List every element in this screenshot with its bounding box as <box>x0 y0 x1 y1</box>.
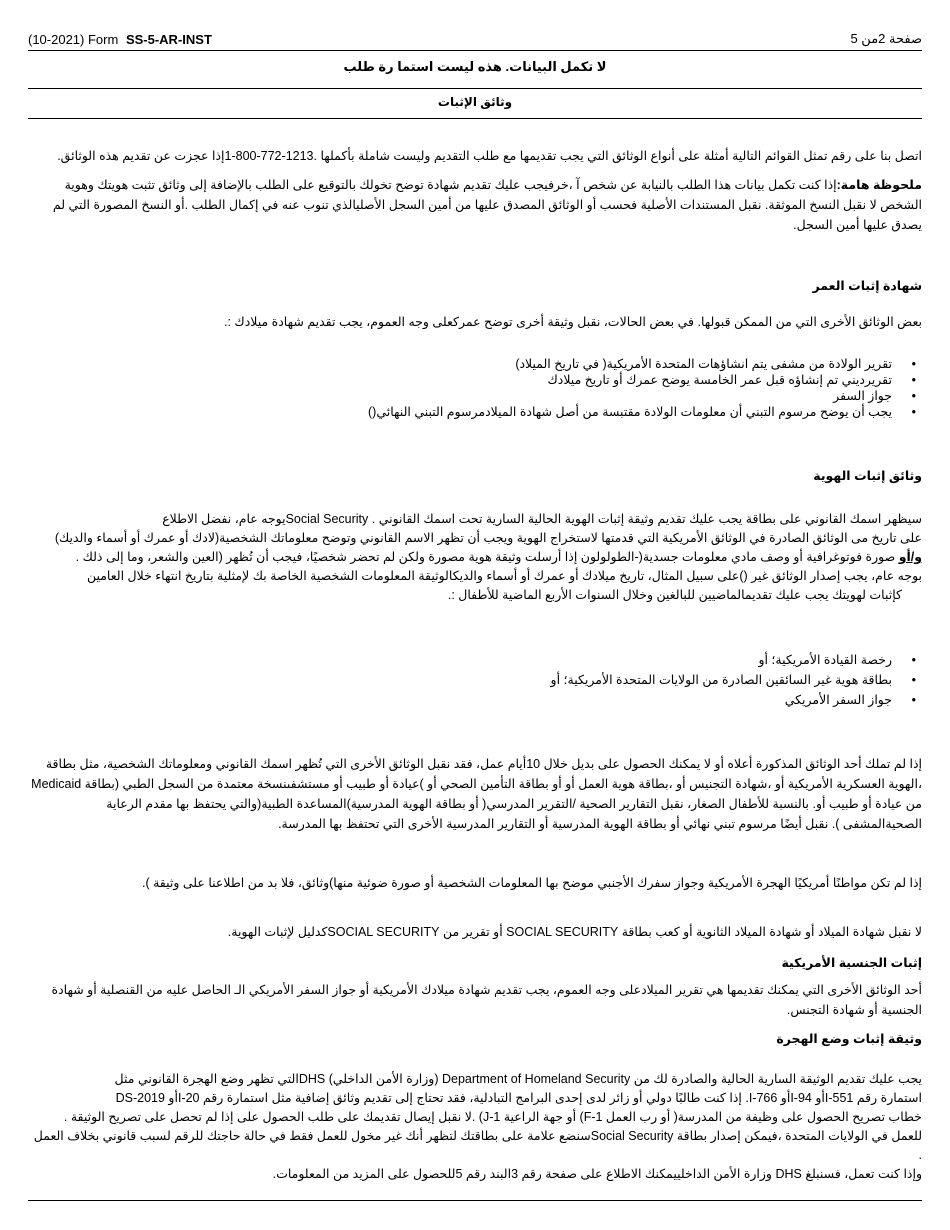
identity-heading: وثائق إثبات الهوية <box>813 469 922 483</box>
age-heading: شهادة إثبات العمر <box>812 279 922 293</box>
form-meta: (10-2021) Form <box>28 31 119 47</box>
immigration-line: يجب عليك تقديم الوثيقة السارية الحالية والصادرة لك من Department of Homeland Security (وزارة الأمن الداخلي) DHSالتي تظهر وضع الهجرة القانوني مثل <box>114 1072 922 1086</box>
list-item: • يجب أن يوضح مرسوم التبني أن معلومات الولادة مقتبسة من أصل شهادة الميلادمرسوم التبني النهائي() <box>28 404 892 420</box>
immigration-paragraph <box>28 1070 922 1184</box>
immigration-line: وإذا كنت تعمل، فسنبلغ DHS وزارة الأمن الداخلييمكنك الاطلاع على صفحة رقم 3البند رقم 5للحصول على المزيد من المعلومات. <box>272 1167 922 1181</box>
non-citizen-paragraph: إذا لم تكن مواطنًا أمريكيًا الهجرة الأمريكية وجواز سفرك الأجنبي موضح بها المعلومات الشخصية أو صورة ضوئية منها)وثائق، فلا بد من اطلاعنا على وثيقة ). <box>141 876 922 890</box>
identity-line-text: صورة فوتوغرافية أو وصف مادي معلومات جسدية(-الطولولون إذا أرسلت وثيقة هوية مصورة ولكن لم تحضر شخصيًا، فيجب أن تُظهر (العين والشعر، وما إلى ذلك . <box>75 550 899 564</box>
identity-paragraph <box>28 510 922 605</box>
age-documents-list <box>28 356 922 420</box>
important-note <box>28 175 922 235</box>
list-item: • جواز السفر الأمريكي <box>28 690 892 710</box>
and-or-label: و/أو <box>898 550 922 564</box>
list-item: • جواز السفر <box>28 388 892 404</box>
identity-line: كإثبات لهويتك يجب عليك تقديمالماضيين للبالغين وخلال السنوات الأربع الماضية للأطفال :. <box>447 588 902 602</box>
intro-paragraph: اتصل بنا على رقم تمثل القوائم التالية أمثلة على أنواع الوثائق التي يجب تقديمها مع طلب التقديم وليست شاملة بأكملها .1213-772-800-1إذا عجزت عن تقديم هذه الوثائق. <box>57 149 922 163</box>
immigration-line: للعمل في الولايات المتحدة ،فيمكن إصدار بطاقة Social Securityسنضع علامة على بطاقتك لتظهر أنك غير مخول للعمل فقط في حالة حاجتك للرقم لسبب قانوني بخلاف العمل . <box>33 1129 922 1162</box>
form-code: SS-5-AR-INST <box>125 31 212 47</box>
section-rule <box>28 118 922 119</box>
identity-documents-list <box>28 650 922 710</box>
identity-line: على تاريخ مى الوثائق الصادرة في الوثائق الأمريكية التي قدمتها لاستخراج الهوية ويجب أن تظهر الاسم القانوني وتوضح معلوماتك الشخصية(لادك أو عمرك أو أسماء والديك) <box>54 531 922 545</box>
list-item: • تقريرديني تم إنشاؤه قبل عمر الخامسة يوضح عمرك أو تاريخ ميلادك <box>28 372 892 388</box>
immigration-line: استمارة رقم 551-Iأو 94-Iأو 766-I. إذا كنت طالبًا دولي أو زائر لدى إحدى البرامج التبادلية، فقد تحتاج إلى تقديم وثائق إضافية مثل استمارة رقم 20-Iأو DS-2019 <box>115 1091 922 1105</box>
list-item: • تقرير الولادة من مشفى يتم انشاؤهات المتحدة الأمريكية( في تاريخ الميلاد) <box>28 356 892 372</box>
page-header <box>28 30 922 48</box>
note-label: ملحوظة هامة: <box>836 178 922 192</box>
citizenship-paragraph: أحد الوثائق الأخرى التي يمكنك تقديمها هي تقرير الميلادعلى وجه العموم، يجب تقديم شهادة ميلادك الأمريكية أو جواز السفر الأمريكي الـ الحاصل عليه من القنصلية أو شهادة الجنسية أو شهادة التجنس. <box>51 983 922 1017</box>
identity-line <box>28 548 922 567</box>
age-intro: بعض الوثائق الأخرى التي من الممكن قبولها. في بعض الحالات، نقبل وثيقة أخرى توضح عمركعلى وجه العموم، يجب تقديم شهادة ميلادك :. <box>224 315 922 329</box>
page-number: صفحة 2من 5 <box>850 31 922 46</box>
header-rule <box>28 50 922 51</box>
section-title: وثائق الإثبات <box>437 95 513 109</box>
identity-line: بوجه عام، يجب إصدار الوثائق غير ()على سبيل المثال، تاريخ ميلادك أو عمرك أو أسماء والديكالوثيقة المعلومات الشخصية الخاصة بك لإمثلية بتاريخ انتهاء خلال العامين <box>86 569 922 583</box>
banner-rule <box>28 88 922 89</box>
not-accepted-paragraph: لا نقبل شهادة الميلاد أو شهادة الميلاد الثانوية أو كعب بطاقة SOCIAL SECURITY أو تقرير من SOCIAL SECURITYكدليل لإثبات الهوية. <box>227 925 922 939</box>
form-identifier <box>28 32 212 47</box>
alternative-documents-paragraph: إذا لم تملك أحد الوثائق المذكورة أعلاه أو لا يمكنك الحصول على بديل خلال 10أيام عمل، فقد نقبل الوثائق الأخرى التي تُظهر اسمك القانوني ومعلوماتك الشخصية، مثل بطاقة ،الهوية العسكرية الأمريكية أو ،شهادة التجنيس أو ،بطاقة هوية العمل أو أو بطاقة التأمين الصحي أو )عيادة أو طبيب أو مستشفىنسخة معتمدة من السجل الطبي (بطاقة Medicaid من عيادة أو طبيب أو. بالنسبة للأطفال الصغار، نقبل التقارير الصحية /التقرير المدرسي( أو بطاقة الهوية المدرسية)المساعدة الطبية(والتي يحتفظ بها مقدم الرعاية الصحيةالمشفى ). نقبل أيضًا مرسوم تبني نهائي أو بطاقة الهوية المدرسية أو التقارير المدرسية الأخرى التي تحتفظ بها المدرسة. <box>31 757 922 831</box>
list-item: • بطاقة هوية غير السائقين الصادرة من الولايات المتحدة الأمريكية؛ أو <box>28 670 892 690</box>
citizenship-heading: إثبات الجنسية الأمريكية <box>781 956 922 970</box>
document-page <box>28 0 922 1230</box>
note-text: إذا كنت تكمل بيانات هذا الطلب بالنيابة عن شخص آ ،خرفيجب عليك تقديم شهادة توضح تخولك بالتوقيع على الطلب بالإضافة إلى وثائق تثبت هويتك وهوية الشخص لا نقبل النسخ الموثقة. نقبل المستندات الأصلية فحسب أو الوثائق المصدق عليها من أمين السجل الأصليالذي تنوب عنه في إكمال الطلب .أو النسخ المصورة التي لم يصدق عليها أمين السجل. <box>52 178 922 232</box>
immigration-line: خطاب تصريح الحصول على وظيفة من المدرسة( أو رب العمل F-1) أو جهة الراعية J-1) .لا نقبل إيصال تقديمك على طلب الحصول على إذا لم تحصل على تصريح الوثيقة . <box>63 1110 922 1124</box>
immigration-heading: وثيقة إثبات وضع الهجرة <box>776 1032 922 1046</box>
identity-line: سيظهر اسمك القانوني على بطاقة يجب عليك تقديم وثيقة إثبات الهوية الحالية السارية تحت اسمك القانوني . Social Securityيوجه عام، نفضل الاطلاع <box>162 512 922 526</box>
footer-rule <box>28 1200 922 1201</box>
list-item: • رخصة القيادة الأمريكية؛ أو <box>28 650 892 670</box>
notice-banner: لا تكمل البيانات. هذه ليست استما رة طلب <box>343 59 607 74</box>
